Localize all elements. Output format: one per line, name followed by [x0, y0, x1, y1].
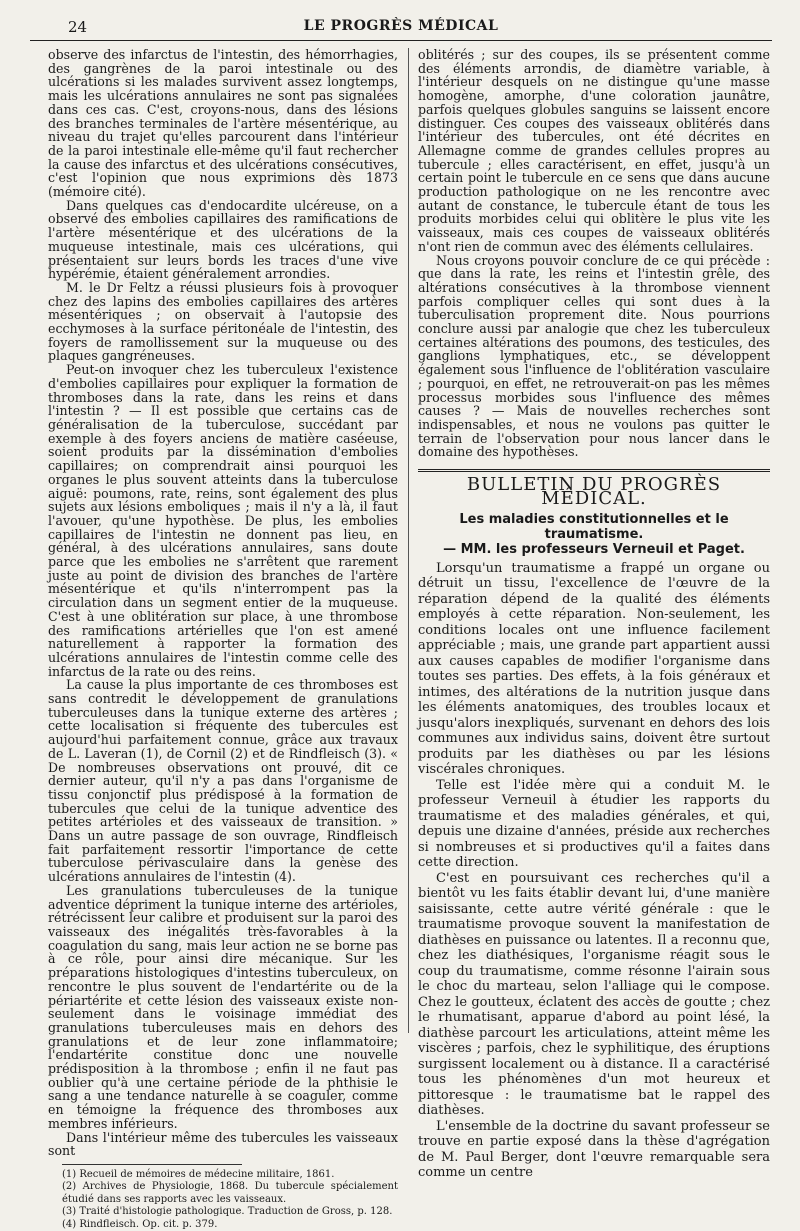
article-body [418, 561, 770, 1181]
footnote: (4) Rindfleisch. Op. cit. p. 379. [62, 1218, 218, 1230]
paragraph: La cause la plus importante de ces thromboses est sans contredit le développement de granulations tuberculeuses dans la tunique externe des artères ; cette localisation si fréquente des tubercules est aujourd'hui parfaitement connue, grâce aux travaux de L. Laveran (1), de Cornil (2) et de Rindfleisch (3). « De nombreuses observations ont prouvé, dit ce dernier auteur, qu'il n'y a pas dans l'organisme de tissu conjonctif plus prédisposé à la formation de tubercules que celui de la tunique adventice des petites artérioles et des vaisseaux de transition. » Dans un autre passage de son ouvrage, Rindfleisch fait parfaitement ressortir l'importance de cette tuberculose périvasculaire dans la genèse des ulcérations annulaires de l'intestin (4). [48, 677, 398, 885]
paragraph: oblitérés ; sur des coupes, ils se présentent comme des éléments arrondis, de diamètre variable, à l'intérieur desquels on ne distingue qu'une masse homogène, amorphe, d'une coloration jaunâtre, parfois quelques globules sanguins se laissent encore distinguer. Ces coupes des vaisseaux oblitérés dans l'intérieur des tubercules, ont été décrites en Allemagne comme de grandes cellules propres au tubercule ; elles caractérisent, en effet, jusqu'à un certain point le tubercule en ce sens que dans aucune production pathologique on ne les rencontre avec autant de constance, le tubercule étant de tous les produits morbides celui qui oblitère le plus vite les vaisseaux, mais ces coupes de vaisseaux oblitérés n'ont rien de commun avec des éléments cellulaires. [418, 47, 770, 254]
paragraph: Dans quelques cas d'endocardite ulcéreuse, on a observé des embolies capillaires des ramifications de l'artère mésentérique et des ulcérations de la muqueuse intestinale, mais ces ulcérations, qui présentaient sur leurs bords les traces d'une vive hypérémie, étaient généralement arrondies. [48, 197, 398, 282]
paragraph: Lorsqu'un traumatisme a frappé un organe ou détruit un tissu, l'excellence de l'œuvre de la réparation dépend de la qualité des éléments employés à cette réparation. Non-seulement, les conditions locales ont une influence facilement appréciable ; mais, une grande part appartient aussi aux causes capables de modifier l'organisme dans toutes ses parties. Des effets, à la fois généraux et intimes, des altérations de la nutrition jusque dans les éléments anatomiques, des troubles locaux et jusqu'alors inexpliqués, survenant en dehors des lois communes aux individus sains, doivent être surtout produits par les diathèses ou par les lésions viscérales chroniques. [418, 560, 770, 777]
paragraph: L'ensemble de la doctrine du savant professeur se trouve en partie exposé dans la thèse d'agrégation de M. Paul Berger, dont l'œuvre remarquable sera comme un centre [418, 1118, 770, 1180]
paragraph: Dans l'intérieur même des tubercules les vaisseaux sont [48, 1129, 398, 1159]
footnote-divider [62, 1164, 242, 1165]
page-number: 24 [68, 18, 88, 36]
footnote: (1) Recueil de mémoires de médecine militaire, 1861. [62, 1168, 335, 1180]
article-title-line: Les maladies constitutionnelles et le traumatisme. [459, 511, 729, 542]
column-divider [408, 48, 409, 1033]
article-title-line: — MM. les professeurs Verneuil et Paget. [443, 541, 745, 557]
footnote: (2) Archives de Physiologie, 1868. Du tubercule spécialement étudié dans ses rapports avec les vaisseaux. [62, 1181, 398, 1205]
paragraph: Nous croyons pouvoir conclure de ce qui précède : que dans la rate, les reins et l'intestin grêle, des altérations consécutives à la thrombose viennent parfois compliquer celles qui sont dues à la tuberculisation proprement dite. Nous pourrions conclure aussi par analogie que chez les tuberculeux certaines altérations des poumons, des testicules, des ganglions lymphatiques, etc., se développent également sous l'influence de l'oblitération vasculaire ; pourquoi, en effet, ne retrouverait-on pas les mêmes processus morbides sous l'influence des mêmes causes ? — Mais de nouvelles recherches sont indispensables, et nous ne voulons pas quitter le terrain de l'observation pour nous lancer dans le domaine des hypothèses. [418, 252, 770, 460]
bulletin-section [418, 469, 770, 1180]
paragraph: observe des infarctus de l'intestin, des hémorrhagies, des gangrènes de la paroi intestinale ou des ulcérations si les malades survivent assez longtemps, mais les ulcérations annulaires ne sont pas signalées dans ces cas. C'est, croyons-nous, dans des lésions des branches terminales de l'artère mésentérique, au niveau du trajet qu'elles parcourent dans l'intérieur de la paroi intestinale elle-même qu'il faut rechercher la cause des infarctus et des ulcérations consécutives, c'est l'opinion que nous exprimions dès 1873 (mémoire cité). [48, 47, 398, 200]
paragraph: Peut-on invoquer chez les tuberculeux l'existence d'embolies capillaires pour expliquer la formation de thromboses dans la rate, dans les reins et dans l'intestin ? — Il est possible que certains cas de généralisation de la tuberculose, succédant par exemple à des foyers anciens de matière caséeuse, soient produits par la dissémination d'embolies capillaires; on comprendrait ainsi pourquoi les organes le plus souvent atteints dans la tuberculose aiguë: poumons, rate, reins, sont également des plus sujets aux lésions emboliques ; mais il n'y a là, il faut l'avouer, qu'une hypothèse. De plus, les embolies capillaires de l'intestin ne donnent pas lieu, en général, à des ulcérations annulaires, sans doute parce que les embolies ne s'arrêtent que rarement juste au point de division des branches de l'artère mésentérique et qu'ils n'interrompent pas la circulation dans un segment entier de la muqueuse. C'est à une oblitération sur place, à une thrombose des ramifications artérielles que l'on est amené naturellement à rapporter la formation des ulcérations annulaires de l'intestin comme celle des infarctus de la rate ou des reins. [48, 362, 398, 679]
paragraph: C'est en poursuivant ces recherches qu'il a bientôt vu les faits établir devant lui, d'une manière saisissante, cette autre vérité générale : que le traumatisme provoque souvent la manifestation de diathèses en puissance ou latentes. Il a reconnu que, chez les diathésiques, l'organisme réagit sous le coup du traumatisme, comme résonne l'airain sous le choc du marteau, selon l'alliage qui le compose. Chez le goutteux, éclatent des accès de goutte ; chez le rhumatisant, apparue d'abord au point lésé, la diathèse parcourt les articulations, atteint même les viscères ; parfois, chez le syphilitique, des éruptions surgissent localement ou à distance. Il a caractérisé tous les phénomènes d'un mot heureux et pittoresque : le traumatisme bat le rappel des diathèses. [418, 870, 770, 1118]
right-column [418, 48, 770, 1181]
journal-title: LE PROGRÈS MÉDICAL [303, 18, 499, 34]
paragraph: Les granulations tuberculeuses de la tunique adventice dépriment la tunique interne des artérioles, rétrécissent leur calibre et produisent sur la paroi des vaisseaux des inégalités très-favorables à la coagulation du sang, mais leur action ne se borne pas à ce rôle, pour ainsi dire mécanique. Sur les préparations histologiques d'intestins tuberculeux, on rencontre le plus souvent de l'endartérite ou de la périartérite et cette lésion des vaisseaux existe non-seulement dans le voisinage immédiat des granulations tuberculeuses mais en dehors des granulations et de leur zone inflammatoire; l'endartérite constitue donc une nouvelle prédisposition à la thrombose ; enfin il ne faut pas oublier qu'à une certaine période de la phthisie le sang a une tendance naturelle à se coaguler, comme en témoigne la fréquence des thromboses aux membres inférieurs. [48, 882, 398, 1131]
bulletin-rule [418, 471, 770, 472]
article-title [418, 512, 770, 557]
paragraph: M. le Dr Feltz a réussi plusieurs fois à provoquer chez des lapins des embolies capillaires des artères mésentériques ; on observait à l'autopsie des ecchymoses à la surface péritonéale de l'intestin, des foyers de ramollissement sur la muqueuse ou des plaques gangréneuses. [48, 279, 398, 364]
bulletin-title: BULLETIN DU PROGRÈS MÉDICAL. [466, 474, 722, 509]
paragraph: Telle est l'idée mère qui a conduit M. le professeur Verneuil à étudier les rapports du traumatisme et des maladies générales, et qui, depuis une dizaine d'années, préside aux recherches si nombreuses et si productives qu'il a faites dans cette direction. [418, 777, 770, 870]
footnotes [48, 1169, 398, 1231]
footnote: (3) Traité d'histologie pathologique. Traduction de Gross, p. 128. [62, 1206, 393, 1218]
page-header [30, 14, 772, 41]
bulletin-rule [418, 469, 770, 470]
left-column [48, 48, 398, 1231]
